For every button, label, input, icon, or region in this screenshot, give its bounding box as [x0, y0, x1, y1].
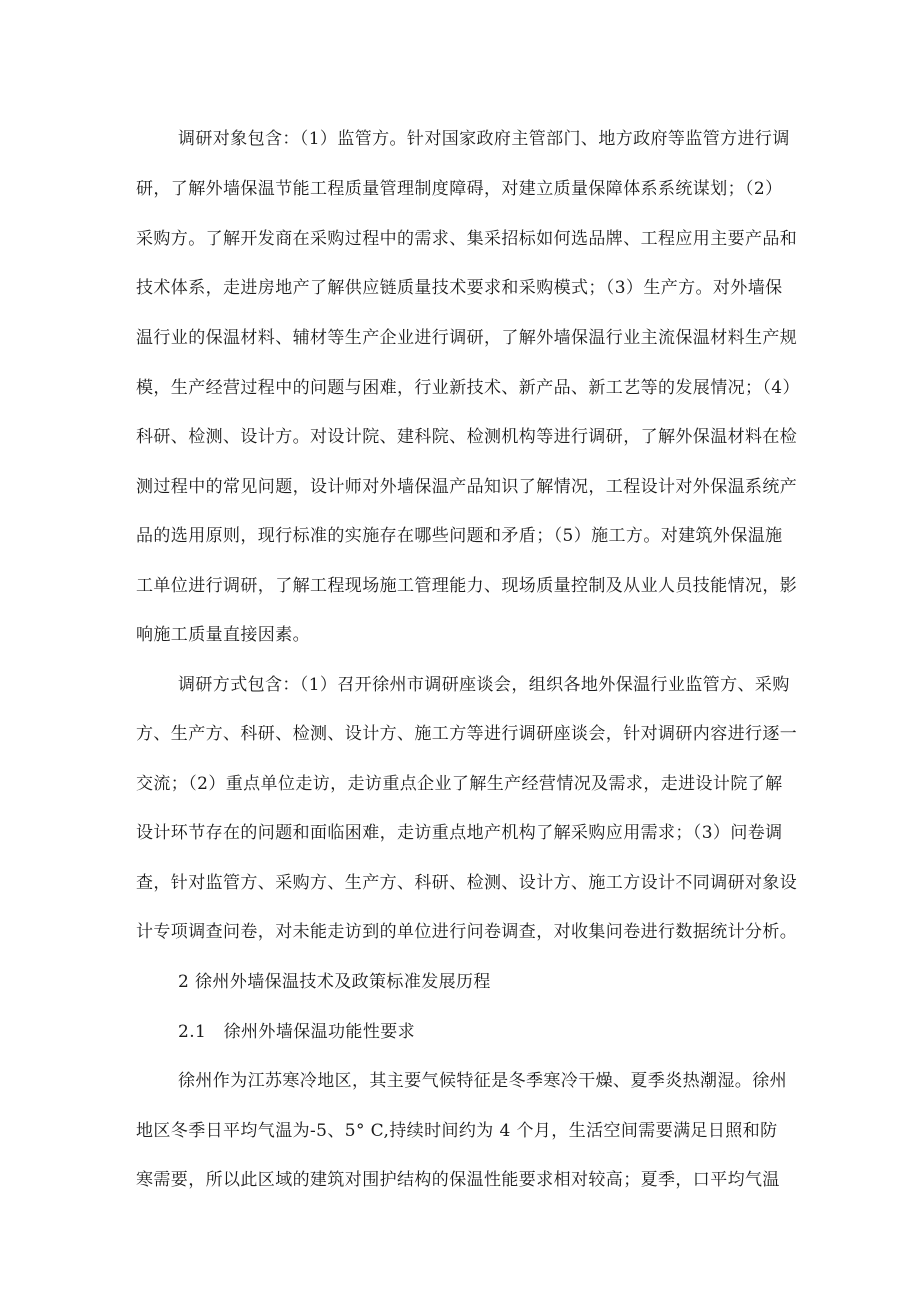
paragraph-line: 测过程中的常见问题，设计师对外墙保温产品知识了解情况，工程设计对外保温系统产 — [136, 477, 798, 497]
paragraph-line: 交流；（2）重点单位走访，走访重点企业了解生产经营情况及需求，走进设计院了解 — [136, 774, 783, 794]
paragraph-line: 方、生产方、科研、检测、设计方、施工方等进行调研座谈会，针对调研内容进行逐一 — [136, 724, 798, 744]
paragraph-line: 设计环节存在的问题和面临困难，走访重点地产机构了解采购应用需求；（3）问卷调 — [136, 823, 783, 843]
section-heading: 2 徐州外墙保温技术及政策标准发展历程 — [178, 972, 491, 992]
paragraph-line: 工单位进行调研，了解工程现场施工管理能力、现场质量控制及从业人员技能情况，影 — [136, 576, 798, 596]
paragraph-line: 计专项调查问卷，对未能走访到的单位进行问卷调查，对收集问卷进行数据统计分析。 — [136, 922, 798, 942]
paragraph-line: 技术体系，走进房地产了解供应链质量技术要求和采购模式；（3）生产方。对外墙保 — [136, 278, 783, 298]
paragraph-line: 品的选用原则，现行标准的实施存在哪些问题和矛盾；（5）施工方。对建筑外保温施 — [136, 526, 783, 546]
paragraph-line: 模，生产经营过程中的问题与困难，行业新技术、新产品、新工艺等的发展情况；（4） — [136, 378, 800, 398]
paragraph-line: 调研方式包含：（1）召开徐州市调研座谈会，组织各地外保温行业监管方、采购 — [178, 675, 790, 695]
subsection-heading: 2.1 徐州外墙保温功能性要求 — [178, 1022, 416, 1042]
paragraph-line: 研，了解外墙保温节能工程质量管理制度障碍，对建立质量保障体系系统谋划；（2） — [136, 179, 783, 199]
paragraph-line: 科研、检测、设计方。对设计院、建科院、检测机构等进行调研，了解外保温材料在检 — [136, 427, 798, 447]
paragraph-line: 温行业的保温材料、辅材等生产企业进行调研，了解外墙保温行业主流保温材料生产规 — [136, 328, 798, 348]
paragraph-line: 查，针对监管方、采购方、生产方、科研、检测、设计方、施工方设计不同调研对象设 — [136, 873, 798, 893]
paragraph-line: 采购方。了解开发商在采购过程中的需求、集采招标如何选品牌、工程应用主要产品和 — [136, 229, 798, 249]
paragraph-line: 响施工质量直接因素。 — [136, 625, 310, 645]
paragraph-line: 寒需要，所以此区域的建筑对围护结构的保温性能要求相对较高；夏季，口平均气温 — [136, 1170, 780, 1190]
paragraph-line: 徐州作为江苏寒冷地区，其主要气候特征是冬季寒冷干燥、夏季炎热潮湿。徐州 — [178, 1071, 787, 1091]
paragraph-line: 调研对象包含：（1）监管方。针对国家政府主管部门、地方政府等监管方进行调 — [178, 129, 790, 149]
paragraph-line: 地区冬季日平均气温为-5、5° C,持续时间约为 4 个月，生活空间需要满足日照和防 — [136, 1121, 778, 1141]
